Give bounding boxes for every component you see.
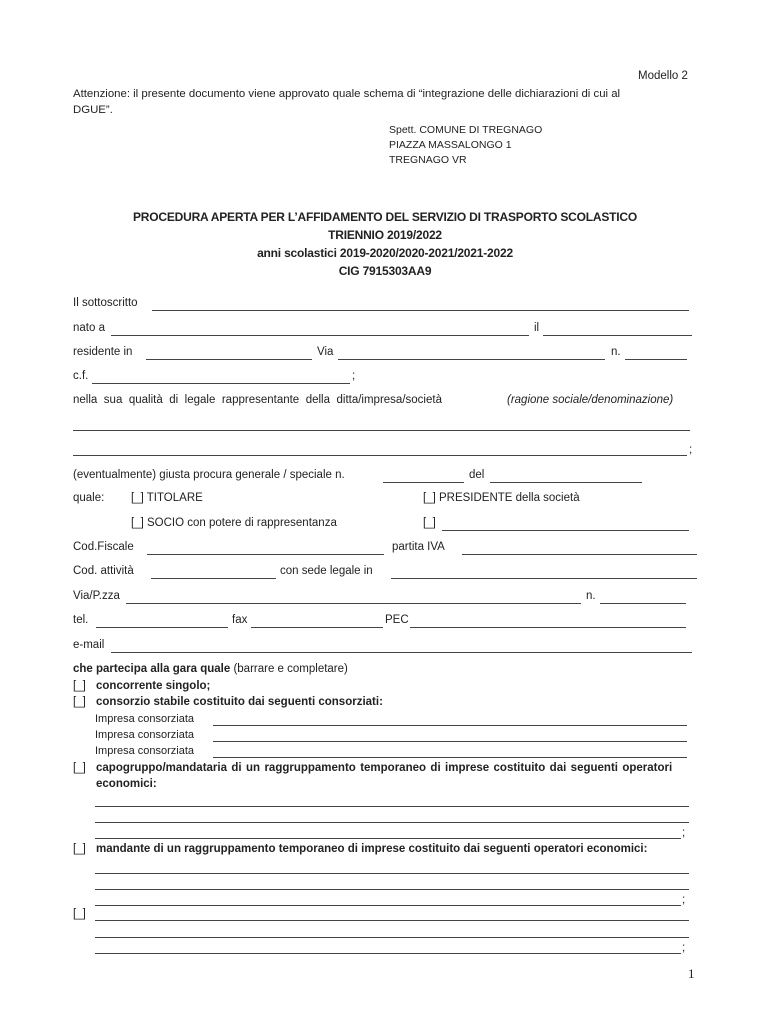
ragione-sociale-end: ;	[689, 444, 693, 456]
model-label: Modello 2	[638, 70, 688, 82]
opt5-checkbox[interactable]: [_]	[73, 908, 86, 920]
title-line-3: anni scolastici 2019-2020/2020-2021/2021-2022	[257, 246, 513, 260]
opt5-field-2[interactable]	[95, 937, 689, 938]
n2-label: n.	[586, 590, 596, 602]
opt5-end: ;	[682, 942, 686, 954]
opt4-end: ;	[682, 894, 686, 906]
opt2-checkbox[interactable]: [_]	[73, 696, 86, 708]
opt4-checkbox[interactable]: [_]	[73, 843, 86, 855]
cf-field[interactable]	[92, 383, 350, 384]
opt3-field-2[interactable]	[95, 822, 689, 823]
cf-label: c.f.	[73, 370, 89, 382]
partita-iva-label: partita IVA	[392, 541, 445, 553]
opt3-field-3[interactable]	[95, 838, 681, 839]
n-label: n.	[611, 346, 621, 358]
via-label: Via	[317, 346, 334, 358]
impresa-consorziata-3-label: Impresa consorziata	[95, 745, 195, 757]
opt1-label: concorrente singolo;	[96, 680, 211, 692]
sottoscritto-label: Il sottoscritto	[73, 297, 138, 309]
via-pzza-field[interactable]	[126, 603, 581, 604]
il-label: il	[534, 322, 540, 334]
procura-label: (eventualmente) giusta procura generale / speciale n.	[73, 469, 345, 481]
gara-intro-bold: che partecipa alla gara quale	[73, 663, 231, 675]
procura-number-field[interactable]	[383, 482, 464, 483]
partita-iva-field[interactable]	[462, 554, 697, 555]
procura-date-field[interactable]	[490, 482, 642, 483]
opt5-field-1[interactable]	[95, 920, 689, 921]
opt3-label-line-1: capogruppo/mandataria di un raggruppamento temporaneo di imprese costituito dai seguenti operatori	[96, 762, 673, 774]
impresa-consorziata-2-field[interactable]	[213, 741, 687, 742]
opt3-checkbox[interactable]: [_]	[73, 762, 86, 774]
altro-checkbox[interactable]: [_]	[423, 517, 436, 529]
cod-fiscale-label: Cod.Fiscale	[73, 541, 134, 553]
cod-fiscale-field[interactable]	[147, 554, 384, 555]
civic-number-field[interactable]	[625, 359, 687, 360]
via-field[interactable]	[338, 359, 605, 360]
opt1-checkbox[interactable]: [_]	[73, 680, 86, 692]
title-line-2: TRIENNIO 2019/2022	[328, 228, 442, 242]
tel-field[interactable]	[96, 627, 228, 628]
birth-date-field[interactable]	[543, 335, 692, 336]
sottoscritto-field[interactable]	[152, 310, 689, 311]
impresa-consorziata-1-label: Impresa consorziata	[95, 713, 195, 725]
nato-a-label: nato a	[73, 322, 105, 334]
recipient-line-3: TREGNAGO VR	[389, 154, 467, 166]
pec-label: PEC	[385, 614, 409, 626]
presidente-checkbox[interactable]: [_] PRESIDENTE della società	[423, 492, 580, 504]
notice-line-1: Attenzione: il presente documento viene approvato quale schema di “integrazione delle dichiarazioni di cui al	[73, 88, 621, 100]
title-line-1: PROCEDURA APERTA PER L’AFFIDAMENTO DEL SERVIZIO DI TRASPORTO SCOLASTICO	[132, 210, 638, 224]
recipient-line-1: Spett. COMUNE DI TREGNAGO	[389, 124, 543, 136]
ragione-sociale-line-1[interactable]	[73, 430, 690, 431]
gara-intro-normal: (barrare e completare)	[233, 663, 348, 675]
socio-checkbox[interactable]: [_] SOCIO con potere di rappresentanza	[131, 517, 337, 529]
opt3-field-1[interactable]	[95, 806, 689, 807]
cod-attivita-field[interactable]	[151, 578, 276, 579]
tel-label: tel.	[73, 614, 89, 626]
impresa-consorziata-2-label: Impresa consorziata	[95, 729, 195, 741]
notice-line-2: DGUE”.	[73, 104, 113, 116]
opt3-label-line-2: economici:	[96, 778, 157, 790]
via-pzza-label: Via/P.zza	[73, 590, 120, 602]
qualita-text: nella sua qualità di legale rappresentante della ditta/impresa/società	[73, 394, 442, 406]
opt4-field-1[interactable]	[95, 873, 689, 874]
residente-label: residente in	[73, 346, 133, 358]
residente-field[interactable]	[146, 359, 312, 360]
titolare-checkbox[interactable]: [_] TITOLARE	[131, 492, 203, 504]
email-field[interactable]	[111, 652, 692, 653]
fax-field[interactable]	[251, 627, 383, 628]
title-line-4: CIG 7915303AA9	[338, 264, 432, 278]
opt5-field-3[interactable]	[95, 953, 681, 954]
sede-legale-field[interactable]	[391, 578, 697, 579]
nato-a-field[interactable]	[111, 335, 529, 336]
email-label: e-mail	[73, 639, 105, 651]
opt4-label: mandante di un raggruppamento temporaneo di imprese costituito dai seguenti operatori economici:	[96, 843, 648, 855]
cod-attivita-label: Cod. attività	[73, 565, 134, 577]
recipient-line-2: PIAZZA MASSALONGO 1	[389, 139, 512, 151]
fax-label: fax	[232, 614, 248, 626]
page-number: 1	[688, 966, 695, 981]
opt3-end: ;	[682, 827, 686, 839]
impresa-consorziata-3-field[interactable]	[213, 757, 687, 758]
pec-field[interactable]	[410, 627, 686, 628]
gara-intro	[73, 663, 348, 675]
opt2-label: consorzio stabile costituito dai seguenti consorziati:	[96, 696, 383, 708]
qualita-italic: (ragione sociale/denominazione)	[507, 394, 674, 406]
ragione-sociale-line-2[interactable]	[73, 455, 687, 456]
del-label: del	[469, 469, 485, 481]
cf-end: ;	[352, 370, 356, 382]
opt4-field-3[interactable]	[95, 905, 681, 906]
quale-label: quale:	[73, 492, 105, 504]
impresa-consorziata-1-field[interactable]	[213, 725, 687, 726]
civic-number-2-field[interactable]	[600, 603, 686, 604]
altro-field[interactable]	[442, 530, 689, 531]
opt4-field-2[interactable]	[95, 889, 689, 890]
sede-legale-label: con sede legale in	[280, 565, 373, 577]
